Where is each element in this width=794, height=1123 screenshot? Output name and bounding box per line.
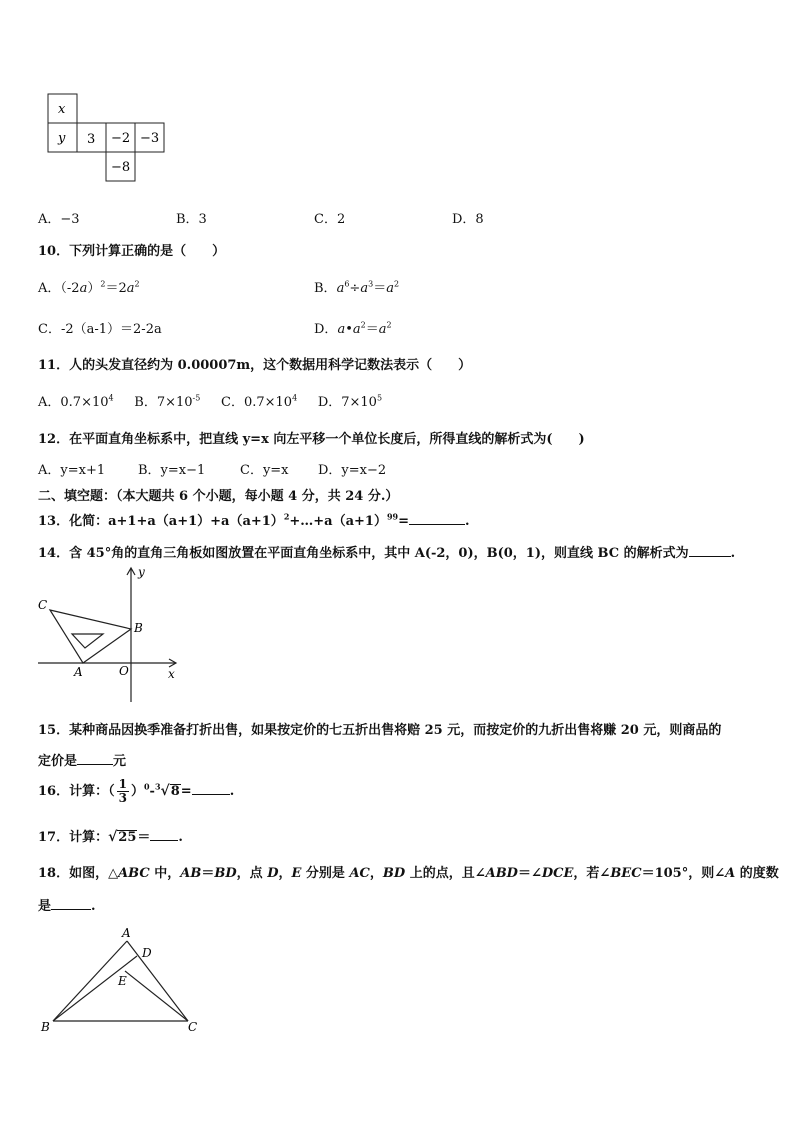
net-cell-minus2: −2 <box>111 131 131 146</box>
q9-option-b: B．3 <box>176 212 207 227</box>
q9-option-d: D．8 <box>452 212 484 227</box>
q15-line-1: 15．某种商品因换季准备打折出售，如果按定价的七五折出售将赔 25 元，而按定价的九折出售将赚 20 元，则商品的 <box>38 723 722 738</box>
q11-stem: 11．人的头发直径约为 0.00007m，这个数据用科学记数法表示（ ） <box>38 358 472 373</box>
q15-line-2: 定价是 元 <box>38 754 127 769</box>
q13-answer-blank <box>409 512 465 525</box>
q11-option-b: B．$7\times 10^{-5}$ <box>134 393 201 410</box>
net-figure <box>40 88 180 188</box>
q18-label-D: D <box>142 946 152 960</box>
net-cell-3: 3 <box>87 132 96 147</box>
net-cell-y: y <box>58 131 66 146</box>
q14-stem: 14．含 45°角的直角三角板如图放置在平面直角坐标系中，其中 A(-2，0)，B(0，1)，则直线 BC 的解析式为 . <box>38 546 736 561</box>
q18-line-1: 18．如图，△ABC 中，AB＝BD，点 D，E 分别是 AC，BD 上的点，且∠ABD＝∠DCE，若∠BEC＝105°，则∠A 的度数 <box>38 866 779 881</box>
q14-triangle-hole <box>72 634 103 648</box>
net-cell-minus3: −3 <box>140 131 160 146</box>
q10-option-d: D．$a•a^2=a^2$ <box>314 320 392 337</box>
q18-figure <box>36 924 216 1039</box>
q14-label-B: B <box>134 621 143 635</box>
q14-label-x: x <box>168 667 175 681</box>
q14-figure <box>30 562 190 702</box>
q18-answer-blank <box>51 897 91 910</box>
q12-option-c: C．y=x <box>240 463 289 478</box>
q18-label-E: E <box>118 974 127 988</box>
q13-stem: 13．化简：$a+1+a(a+1)+a(a+1)^2+\dots+a(a+1)^{99}=$ . <box>38 511 470 529</box>
q10-option-b: B．$a^6\div a^3=a^2$ <box>314 279 400 296</box>
q10-stem: 10．下列计算正确的是（ ） <box>38 244 226 259</box>
q14-label-O: O <box>119 664 129 678</box>
q9-option-a: A．−3 <box>38 212 80 227</box>
net-cell-minus8: −8 <box>111 160 131 175</box>
q14-label-C: C <box>38 598 48 612</box>
net-cell-x: x <box>58 102 66 117</box>
q14-answer-blank <box>689 544 731 557</box>
q12-option-b: B．y=x−1 <box>138 463 206 478</box>
q10-option-a: A．$(-2a)^2=2a^2$ <box>38 279 140 296</box>
q12-option-a: A．y=x+1 <box>38 463 106 478</box>
section-fill-in-title: 二、填空题：（本大题共 6 个小题，每小题 4 分，共 24 分.） <box>38 489 399 504</box>
q9-option-c: C．2 <box>314 212 346 227</box>
q12-stem: 12．在平面直角坐标系中，把直线 y=x 向左平移一个单位长度后，所得直线的解析式为( ) <box>38 432 585 447</box>
q17-answer-blank <box>150 828 178 841</box>
q18-line-2: 是 . <box>38 899 96 914</box>
q16-stem: 16．计算：（ $\frac{1}{3}$ ）$^0$-$^3$√8= . <box>38 777 235 805</box>
q12-option-d: D．y=x−2 <box>318 463 387 478</box>
q18-label-A: A <box>122 926 131 940</box>
q14-triangle <box>50 610 131 663</box>
q17-stem: 17．计算：√25＝ . <box>38 829 183 845</box>
q11-option-c: C．$0.7\times 10^4$ <box>221 393 298 410</box>
q18-label-B: B <box>41 1020 50 1034</box>
q14-label-A: A <box>74 665 83 679</box>
q11-options <box>38 391 382 410</box>
q10-option-c: C．-2（a-1）＝2-2a <box>38 322 162 337</box>
q15-answer-blank <box>77 752 113 765</box>
q11-option-a: A．$0.7\times 10^4$ <box>38 393 114 410</box>
q16-fraction: $\frac{1}{3}$ <box>118 777 127 805</box>
q16-answer-blank <box>192 782 230 795</box>
q11-option-d: D．$7\times 10^5$ <box>317 393 383 410</box>
q18-label-C: C <box>188 1020 198 1034</box>
q14-label-y: y <box>138 565 145 579</box>
